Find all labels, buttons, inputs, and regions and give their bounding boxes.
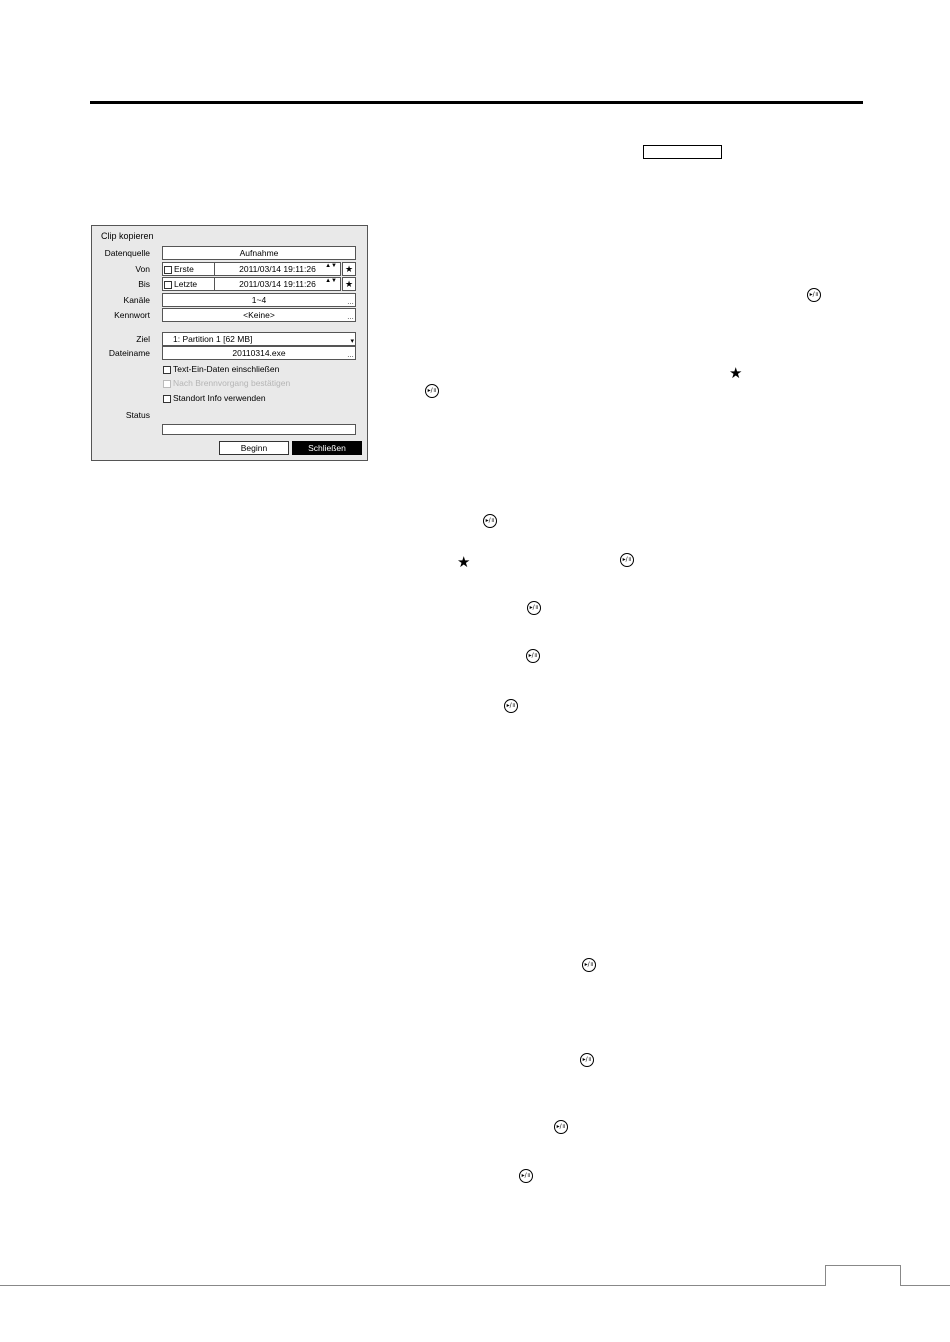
more-icon[interactable]: … [347,299,354,306]
password-field[interactable] [162,308,356,322]
close-button[interactable]: Schließen [292,441,362,455]
password-value: <Keine> [243,310,275,320]
star-icon: ★ [729,364,743,382]
dialog-title: Clip kopieren [101,231,154,241]
option-confirm-after-burn [163,377,290,389]
channels-label: Kanäle [123,295,150,305]
play-pause-icon: ▸/॥ [519,1169,533,1183]
from-label: Von [135,264,150,274]
play-pause-icon: ▸/॥ [620,553,634,567]
footer-rule [0,1285,950,1286]
more-icon[interactable]: … [347,352,354,359]
page-number-tab [825,1265,901,1286]
target-dropdown[interactable] [162,332,356,346]
target-label: Ziel [136,334,150,344]
inline-button-box [643,145,722,159]
header-rule [90,101,863,104]
option-use-location-info[interactable] [163,392,266,404]
more-icon[interactable]: … [347,314,354,321]
play-pause-icon: ▸/॥ [580,1053,594,1067]
status-label: Status [125,410,150,420]
target-value: 1: Partition 1 [62 MB] [173,334,253,344]
play-pause-icon: ▸/॥ [425,384,439,398]
to-last-checkbox[interactable] [164,281,172,289]
option-label: Nach Brennvorgang bestätigen [173,378,291,388]
filename-field[interactable] [162,346,356,360]
spin-arrows-icon[interactable]: ▲▼ [325,263,337,269]
to-datetime-field[interactable] [214,277,341,291]
from-datetime: 2011/03/14 19:11:26 [239,264,316,274]
option-text-in-data[interactable] [163,363,279,375]
status-progress-bar [162,424,356,435]
option-label: Text-Ein-Daten einschließen [173,364,280,374]
channels-field[interactable] [162,293,356,307]
clip-copy-dialog [91,225,368,461]
to-last-label: Letzte [174,279,198,289]
from-first-checkbox[interactable] [164,266,172,274]
to-label: Bis [138,279,150,289]
from-first-label: Erste [174,264,194,274]
play-pause-icon: ▸/॥ [483,514,497,528]
checkbox[interactable] [163,366,171,374]
channels-value: 1~4 [251,295,267,305]
from-first-checkbox-field[interactable] [162,262,215,276]
play-pause-icon: ▸/॥ [527,601,541,615]
from-datetime-field[interactable] [214,262,341,276]
begin-button[interactable]: Beginn [219,441,289,455]
filename-value: 20110314.exe [232,348,286,358]
spin-arrows-icon[interactable]: ▲▼ [325,278,337,284]
chevron-down-icon[interactable]: ▾ [350,338,354,345]
star-icon: ★ [457,553,471,571]
play-pause-icon: ▸/॥ [504,699,518,713]
source-field[interactable]: Aufnahme [162,246,356,260]
checkbox [163,380,171,388]
star-icon[interactable]: ★ [342,262,356,276]
option-label: Standort Info verwenden [173,393,266,403]
play-pause-icon: ▸/॥ [582,958,596,972]
filename-label: Dateiname [108,348,150,358]
to-datetime: 2011/03/14 19:11:26 [239,279,316,289]
play-pause-icon: ▸/॥ [526,649,540,663]
to-last-checkbox-field[interactable] [162,277,215,291]
star-icon[interactable]: ★ [342,277,356,291]
play-pause-icon: ▸/॥ [807,288,821,302]
password-label: Kennwort [114,310,150,320]
play-pause-icon: ▸/॥ [554,1120,568,1134]
source-label: Datenquelle [104,248,150,258]
checkbox[interactable] [163,395,171,403]
